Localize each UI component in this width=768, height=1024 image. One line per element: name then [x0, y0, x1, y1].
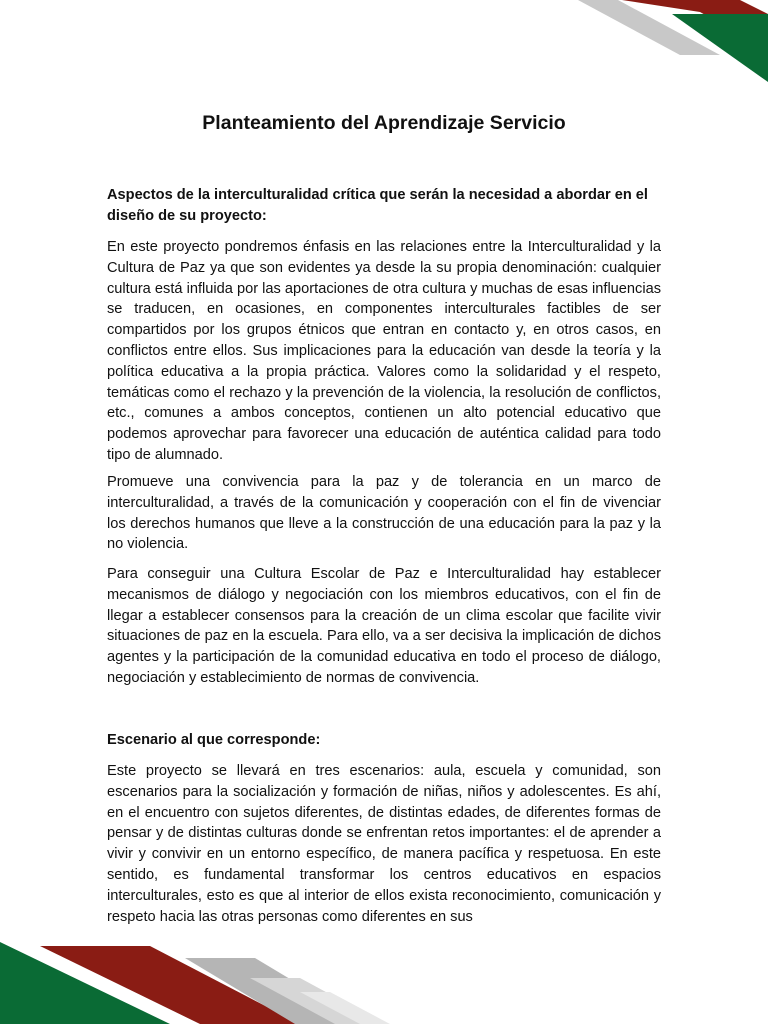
top-right-ribbons: [578, 0, 768, 82]
top-right-green-triangle: [672, 14, 768, 82]
top-right-red-stripe: [622, 0, 768, 50]
paragraph-convivencia: Promueve una convivencia para la paz y de tolerancia en un marco de interculturalidad, a través de la comunicación y cooperación con el fin de vivenciar los derechos humanos que lleve a la construcción de una educación para la paz y la no violencia.: [107, 474, 661, 553]
bottom-left-green-shape: [0, 942, 170, 1024]
document-title: Planteamiento del Aprendizaje Servicio: [202, 112, 566, 134]
bottom-left-red-stripe: [40, 946, 300, 1024]
paragraph-interculturalidad-cultura-paz: En este proyecto pondremos énfasis en las relaciones entre la Interculturalidad y la Cultura de Paz ya que son evidentes ya desde la su propia denominación: cualquier cultura está influida por las aportaciones de otra cultura y muchas de esas influencias se traducen, en ocasiones, en componentes interculturales factibles de ser compartidos por los grupos étnicos que entran en contacto y, en otros casos, en conflictos entre ellos. Sus implicaciones para la educación van desde la teoría y la política educativa a la propia práctica. Valores como la solidaridad y el respeto, temáticas como el rechazo y la prevención de la violencia, la resolución de conflictos, etc., comunes a ambos conceptos, contienen un alto potencial educativo que podemos aprovechar para favorecer una educación de auténtica calidad para todo tipo de alumnado.: [107, 239, 661, 463]
paragraph-escenarios: Este proyecto se llevará en tres escenarios: aula, escuela y comunidad, son escenarios para la socialización y formación de niñas, niños y adolescentes. Es ahí, en el encuentro con sujetos diferentes, de distintas edades, de diferentes formas de pensar y de distintas culturas donde se enfrentan retos importantes: el de aprender a vivir y convivir en un entorno específico, de manera pacífica y respetuosa. En este sentido, es fundamental transformar los centros educativos en espacios interculturales, esto es que al interior de ellos exista reconocimiento, comunicación y respeto hacia las otras personas como diferentes en sus: [107, 763, 661, 925]
section-heading-aspectos: Aspectos de la interculturalidad crítica que serán la necesidad a abordar en el diseño de su proyecto:: [107, 187, 648, 224]
paragraph-cultura-escolar: Para conseguir una Cultura Escolar de Paz e Interculturalidad hay establecer mecanismos de diálogo y negociación con los miembros educativos, con el fin de llegar a establecer consensos para la creación de un clima escolar que facilite vivir situaciones de paz en la escuela. Para ello, va a ser decisiva la implicación de dichos agentes y la participación de la comunidad educativa en todo el proceso de diálogo, negociación y establecimiento de normas de convivencia.: [107, 566, 661, 686]
top-right-gray-stripe: [578, 0, 720, 55]
bottom-left-ribbons: [0, 942, 390, 1024]
section-heading-escenario: Escenario al que corresponde:: [107, 732, 321, 748]
bottom-left-light-gray-stripe: [250, 978, 385, 1024]
bottom-left-gray-stripe: [185, 958, 365, 1024]
bottom-left-pale-stripe: [300, 992, 390, 1024]
